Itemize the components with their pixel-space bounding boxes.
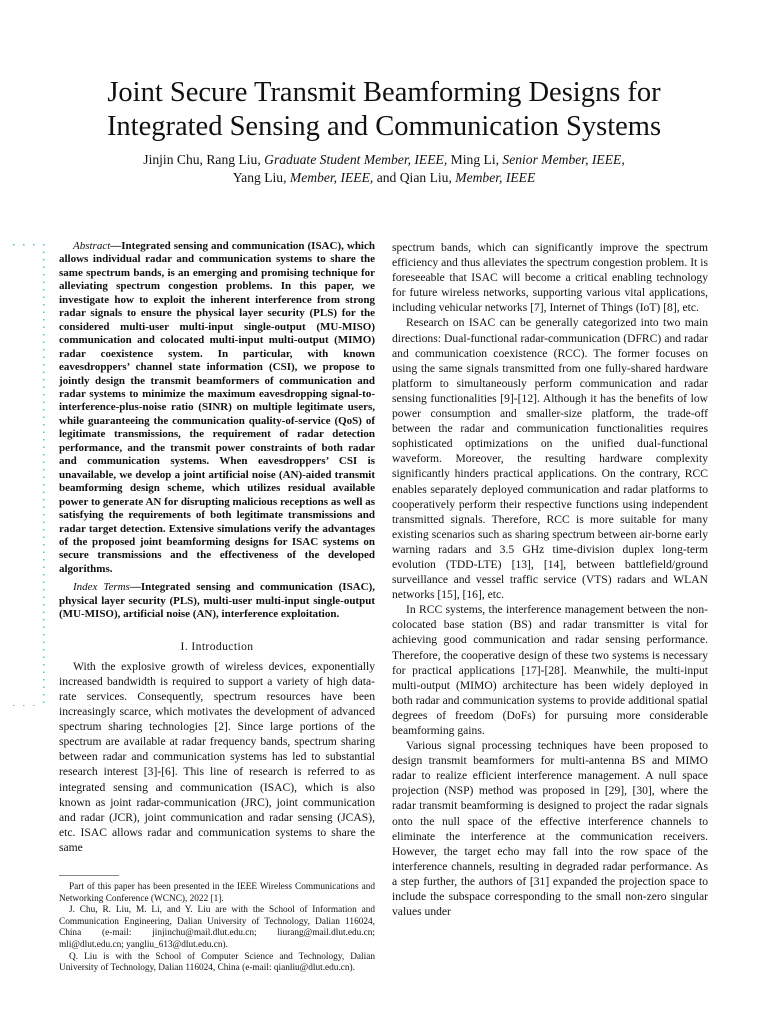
author-name: and Qian Liu, [376,170,452,185]
footnote: J. Chu, R. Liu, M. Li, and Y. Liu are with the School of Information and Communication Engineering, Dalian University of Technology, Dalian 116024, China (e-mail: jinjinchu@mail.dlut.edu.cn; liurang@mail.dlut.edu.cn; mli@dlut.edu.cn; yangliu_613@dlut.edu.cn). [59,905,375,950]
body-paragraph: Various signal processing techniques have been proposed to design transmit beamformers for multi-antenna BS and MIMO radar to realize efficient interference management. A null space projection (NSP) method was proposed in [29], [30], where the radar transmit beamforming is designed to project the radar signals onto the null space of the effective interference channels to eliminate the interference at the communication receivers. However, the target echo may fall into the row space of the interference channels, resulting in degraded radar performance. As a step further, the authors of [31] expanded the projection space to include the subspace corresponding to the small non-zero singular values under [392,739,708,919]
title-line-2: Integrated Sensing and Communication Systems [106,111,662,142]
author-name: Yang Liu, [232,170,287,185]
abstract-lead: Abstract [73,240,111,252]
section-heading: I. Introduction [180,639,254,653]
author-role: Member, IEEE [455,170,536,185]
right-column [392,240,708,919]
margin-line-marker [13,244,49,706]
author-role: Member, IEEE, [289,170,374,185]
footnote-rule [59,875,119,876]
left-column [59,240,375,855]
body-paragraph: Research on ISAC can be generally categorized into two main directions: Dual-functional radar-communication (DFRC) and radar and communication coexistence (RCC). The former focuses on using the same signals transmitted from one fully-shared hardware platform to simultaneously perform communication and radar sensing functionalities [9]-[12]. Although it has the benefits of low power consumption and smaller-size platform, the trade-off between the radar and communication functionalities requires sophisticated optimizations on the unified dual-functional waveform. Moreover, the resulting hardware complexity significantly hinders practical applications. On the contrary, RCC enables separately deployed communication and radar platforms to cooperatively perform their respective functions using independent transmitted signals. Therefore, RCC is more suitable for many existing scenarios such as sharing spectrum between air-borne early warning radars and 3.5 GHz time-division duplex long-term evolution (TDD-LTE) [13], [14], between battlefield/ground surveillance and vessel traffic service (VTS) radars and WLAN networks [15], [16], etc. [392,316,708,602]
abstract-text: —Integrated sensing and communication (ISAC), which allows individual radar and communication systems to share the same spectrum bands, is an emerging and promising technique for alleviating spectrum congestion problems. In this paper, we investigate how to exploit the inherent interference from strong radar signals to ensure the physical layer security (PLS) for the considered multi-user multi-input single-output (MU-MISO) communication and colocated multi-input multi-output (MIMO) radar coexistence system. In particular, with known eavesdroppers’ channel state information (CSI), we propose to jointly design the transmit beamformers of communication and radar systems to minimize the maximum eavesdropping signal-to-interference-plus-noise ratio (SINR) on multiple legitimate users, while guaranteeing the communication quality-of-service (QoS) of legitimate transmissions, the requirement of radar detection performance, and the transmit power constraints of both radar and communication systems. When eavesdroppers’ CSI is unavailable, we develop a joint artificial noise (AN)-aided transmit beamforming design scheme, which utilizes residual available power to generate AN for disrupting malicious receptions as well as satisfying the requirements of both legitimate transmissions and radar target detection. Extensive simulations verify the advantages of the proposed joint beamforming designs for ISAC systems on secure transmissions and the effectiveness of the developed algorithms. [59,240,375,575]
author-name: Ming Li, [450,152,499,167]
author-list [40,151,728,187]
intro-paragraph: With the explosive growth of wireless devices, exponentially increased bandwidth is required to support a variety of high data-rate services. Consequently, spectrum resources have been increasingly scarce, which motivates the development of advanced spectrum sharing technologies [2]. Since large portions of the spectrum are available at radar frequency bands, spectrum sharing between radar and communication systems has led to substantial research interest [3]-[6]. This line of research is referred to as integrated sensing and communication (ISAC), which is also known as joint radar-communication (JRC), joint communication and radar (JCR), joint communication and radar sensing (JCAS), etc. ISAC allows radar and communication systems to share the same [59,659,375,854]
footnote: Q. Liu is with the School of Computer Science and Technology, Dalian University of Technology, Dalian 116024, China (e-mail: qianliu@dlut.edu.cn). [59,951,375,974]
abstract [59,240,375,576]
footnotes [59,882,375,975]
index-terms-text: —Integrated sensing and communication (ISAC), physical layer security (PLS), multi-user multi-input single-output (MU-MISO), artificial noise (AN), interference exploitation. [59,581,375,621]
title-line-1: Joint Secure Transmit Beamforming Designs for [107,77,661,108]
body-paragraph: spectrum bands, which can significantly improve the spectrum efficiency and thus alleviates the spectrum congestion problem. It is foreseeable that ISAC will become a critical enabling technology for future wireless networks, supporting various vital applications, including vehicular networks [7], Internet of Things (IoT) [8], etc. [392,241,708,315]
author-name: Jinjin Chu, Rang Liu, [143,152,261,167]
footnote: Part of this paper has been presented in the IEEE Wireless Communications and Networking Conference (WCNC), 2022 [1]. [59,882,375,904]
index-terms-lead: Index Terms [73,581,130,594]
author-role: Graduate Student Member, IEEE, [264,152,448,167]
index-terms [59,581,375,621]
author-role: Senior Member, IEEE, [502,152,625,167]
paper-title [40,76,728,144]
body-paragraph: In RCC systems, the interference management between the non-colocated base station (BS) and radar transmitter is vital for achieving good communication and radar sensing performance. Therefore, the cooperative design of these two systems is necessary for practical applications [17]-[28]. Meanwhile, the multi-input multi-output (MIMO) architecture has been widely deployed in both radar and communication systems to provide additional spatial degrees of freedom (DoFs) for pursuing more considerable beamforming gains. [392,603,708,737]
